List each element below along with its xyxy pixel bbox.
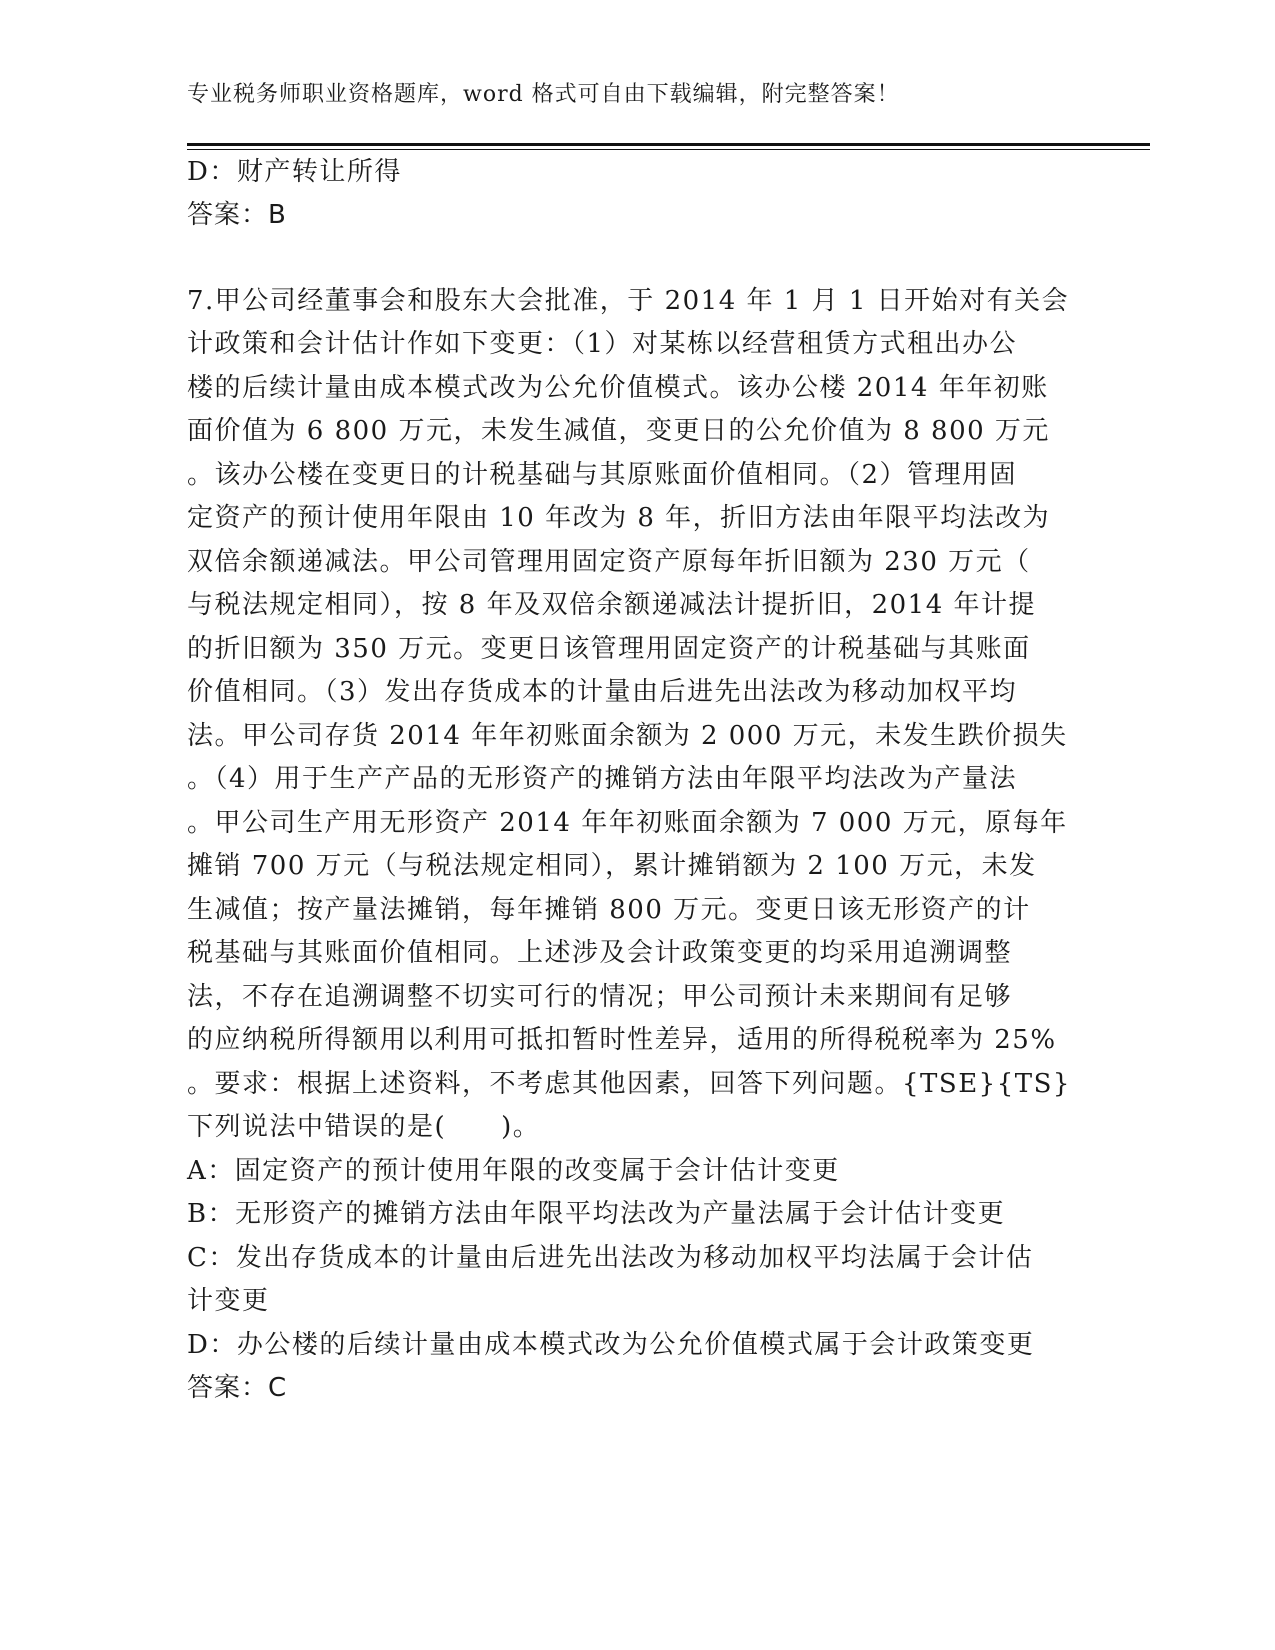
question-stem-line: 楼的后续计量由成本模式改为公允价值模式。该办公楼 2014 年年初账: [187, 373, 1049, 403]
question-stem-line: 法。甲公司存货 2014 年年初账面余额为 2 000 万元，未发生跌价损失: [187, 721, 1068, 751]
question-stem-line: 的应纳税所得额用以利用可抵扣暂时性差异，适用的所得税税率为 25%: [187, 1025, 1057, 1055]
question-stem-line: 与税法规定相同），按 8 年及双倍余额递减法计提折旧，2014 年计提: [187, 590, 1037, 620]
option-a: A：固定资产的预计使用年限的改变属于会计估计变更: [187, 1156, 840, 1186]
question-stem-line: 定资产的预计使用年限由 10 年改为 8 年，折旧方法由年限平均法改为: [187, 503, 1051, 533]
question-stem-line: 法，不存在追溯调整不切实可行的情况；甲公司预计未来期间有足够: [187, 982, 1013, 1012]
question-stem-line: 价值相同。（3）发出存货成本的计量由后进先出法改为移动加权平均: [187, 677, 1018, 707]
option-d: D：财产转让所得: [187, 157, 402, 187]
option-d: D：办公楼的后续计量由成本模式改为公允价值模式属于会计政策变更: [187, 1330, 1035, 1360]
question-stem-line: 生减值；按产量法摊销，每年摊销 800 万元。变更日该无形资产的计: [187, 895, 1031, 925]
question-stem-line: 双倍余额递减法。甲公司管理用固定资产原每年折旧额为 230 万元（: [187, 547, 1031, 577]
question-stem-line: 7.甲公司经董事会和股东大会批准，于 2014 年 1 月 1 日开始对有关会: [187, 286, 1070, 316]
question-stem-line: 的折旧额为 350 万元。变更日该管理用固定资产的计税基础与其账面: [187, 634, 1031, 664]
question-stem-line: 。要求：根据上述资料，不考虑其他因素，回答下列问题。{TSE}{TS}: [187, 1069, 1071, 1099]
question-stem-line: 。该办公楼在变更日的计税基础与其原账面价值相同。（2）管理用固: [187, 460, 1018, 490]
question-prompt: 下列说法中错误的是( )。: [187, 1112, 541, 1142]
answer: 答案：B: [187, 200, 287, 230]
question-stem-line: 计政策和会计估计作如下变更：（1）对某栋以经营租赁方式租出办公: [187, 329, 1018, 359]
header-text: 专业税务师职业资格题库，word 格式可自由下载编辑，附完整答案！: [187, 82, 900, 107]
header-rule-thin: [187, 149, 1150, 150]
question-stem-line: 税基础与其账面价值相同。上述涉及会计政策变更的均采用追溯调整: [187, 938, 1013, 968]
question-stem-line: 面价值为 6 800 万元，未发生减值，变更日的公允价值为 8 800 万元: [187, 416, 1050, 446]
question-stem-line: 。甲公司生产用无形资产 2014 年年初账面余额为 7 000 万元，原每年: [187, 808, 1068, 838]
answer: 答案：C: [187, 1373, 288, 1403]
header-rule-thick: [187, 143, 1150, 146]
option-c: C：发出存货成本的计量由后进先出法改为移动加权平均法属于会计估: [187, 1243, 1034, 1273]
question-stem-line: 摊销 700 万元（与税法规定相同），累计摊销额为 2 100 万元，未发: [187, 851, 1037, 881]
option-b: B：无形资产的摊销方法由年限平均法改为产量法属于会计估计变更: [187, 1199, 1006, 1229]
option-c-continued: 计变更: [187, 1286, 270, 1316]
question-stem-line: 。（4）用于生产产品的无形资产的摊销方法由年限平均法改为产量法: [187, 764, 1018, 794]
